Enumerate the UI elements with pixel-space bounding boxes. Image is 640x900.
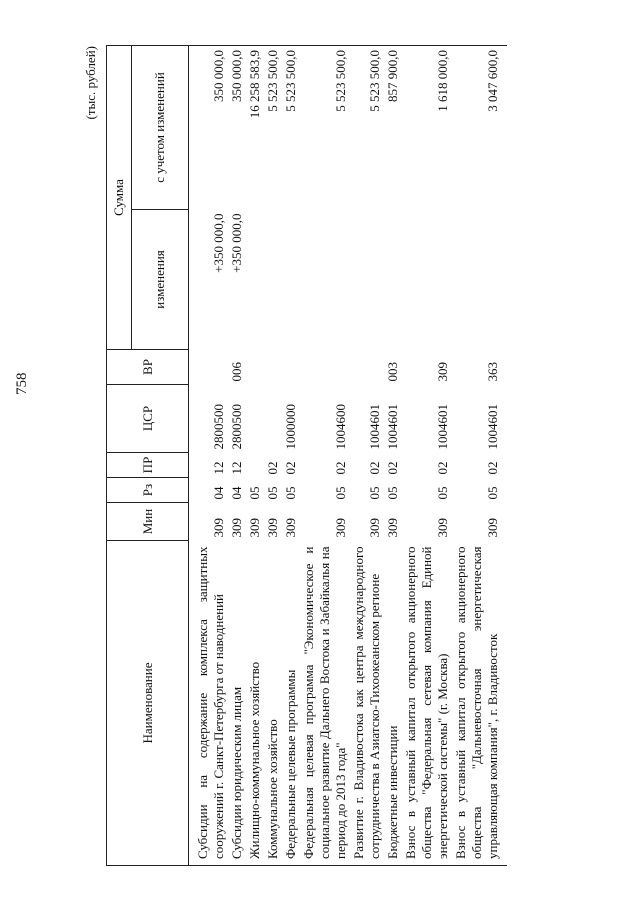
cell-min: 309 [211,518,226,538]
cell-change [282,210,300,350]
cell-min: 309 [385,518,400,538]
table-row [228,46,246,866]
cell-rz: 04 [211,486,226,500]
table-row [300,46,350,866]
cell-change [264,210,282,350]
cell-rz: 04 [229,486,244,500]
cell-pr: 02 [283,461,298,475]
cell-csr: 2800500 [229,404,244,450]
header-min: Мин [107,503,189,541]
cell-change [402,210,452,350]
header-rz: Рз [107,478,189,503]
cell-name: Бюджетные инвестиции [384,541,402,866]
cell-vr [264,350,282,385]
cell-csr: 1004600 [333,404,348,450]
cell-total: 5 523 500,0 [282,46,300,210]
cell-name: Взнос в уставный капитал открытого акционерного общества "Федеральная сетевая компания Единой энергетической системы" (г. Москва) [402,541,452,866]
cell-pr: 02 [333,461,348,475]
cell-vr: 003 [385,362,400,382]
cell-total: 350 000,0 [228,46,246,210]
cell-csr [246,385,264,453]
cell-vr [350,350,384,385]
cell-rz: 05 [385,486,400,500]
cell-min: 309 [247,518,262,538]
cell-name: Субсидии на содержание комплекса защитных сооружений г. Санкт-Петербурга от наводнений [189,541,229,866]
header-sum: Сумма [107,46,132,350]
cell-name: Федеральные целевые программы [282,541,300,866]
header-with-change: с учетом изменений [132,46,189,210]
table-row [384,46,402,866]
cell-pr: 12 [229,461,244,475]
cell-csr [264,385,282,453]
cell-csr: 1004601 [485,404,500,450]
cell-pr: 02 [435,461,450,475]
cell-name: Субсидии юридическим лицам [228,541,246,866]
table-row [189,46,229,866]
cell-rz: 05 [485,486,500,500]
cell-csr: 1004601 [385,404,400,450]
cell-total: 5 523 500,0 [350,46,384,210]
cell-vr [300,350,350,385]
cell-pr: 02 [367,461,382,475]
cell-pr [246,453,264,478]
cell-name: Развитие г. Владивостока как центра международного сотрудничества в Азиатско-Тихоокеанском регионе [350,541,384,866]
cell-vr: 006 [229,362,244,382]
cell-change [300,210,350,350]
cell-min: 309 [265,518,280,538]
cell-change [452,210,507,350]
cell-pr: 12 [211,461,226,475]
table-row [452,46,507,866]
cell-pr: 02 [385,461,400,475]
cell-change [246,210,264,350]
cell-total: 1 618 000,0 [402,46,452,210]
cell-change [384,210,402,350]
cell-change: +350 000,0 [229,213,244,273]
cell-total: 16 258 583,9 [246,46,264,210]
rotated-document [80,46,580,866]
cell-change: +350 000,0 [211,213,226,273]
header-pr: ПР [107,453,189,478]
cell-rz: 05 [435,486,450,500]
cell-total: 5 523 500,0 [264,46,282,210]
header-name: Наименование [107,541,189,866]
cell-min: 309 [485,518,500,538]
cell-name: Жилищно-коммунальное хозяйство [246,541,264,866]
cell-vr [282,350,300,385]
cell-total: 857 900,0 [384,46,402,210]
cell-csr: 1004601 [435,404,450,450]
header-csr: ЦСР [107,385,189,453]
table-row [246,46,264,866]
cell-rz: 05 [265,486,280,500]
page-number: 758 [14,372,30,395]
cell-pr: 02 [265,461,280,475]
cell-min: 309 [229,518,244,538]
cell-min: 309 [333,518,348,538]
cell-csr: 2800500 [211,404,226,450]
cell-name: Взнос в уставный капитал открытого акционерного общества "Дальневосточная энергетическая управляющая компания", г. Владивосток [452,541,507,866]
cell-total: 3 047 600,0 [452,46,507,210]
cell-min: 309 [367,518,382,538]
cell-csr: 1004601 [367,404,382,450]
cell-rz: 05 [367,486,382,500]
cell-pr: 02 [485,461,500,475]
cell-rz: 05 [247,486,262,500]
cell-total: 350 000,0 [189,46,229,210]
table-body [189,46,508,866]
cell-min: 309 [435,518,450,538]
table-row [350,46,384,866]
cell-name: Коммунальное хозяйство [264,541,282,866]
table-row [264,46,282,866]
budget-table [106,45,507,866]
cell-total: 5 523 500,0 [300,46,350,210]
cell-min: 309 [283,518,298,538]
cell-vr: 309 [435,362,450,382]
cell-rz: 05 [283,486,298,500]
cell-vr [189,350,229,385]
cell-vr: 363 [485,362,500,382]
cell-vr [246,350,264,385]
cell-change [350,210,384,350]
units-label: (тыс. рублей) [83,46,98,120]
cell-name: Федеральная целевая программа "Экономическое и социальное развитие Дальнего Востока и Забайкалья на период до 2013 года" [300,541,350,866]
table-row [282,46,300,866]
header-vr: ВР [107,350,189,385]
cell-csr: 1000000 [283,404,298,450]
header-change: изменения [132,210,189,350]
cell-rz: 05 [333,486,348,500]
table-row [402,46,452,866]
